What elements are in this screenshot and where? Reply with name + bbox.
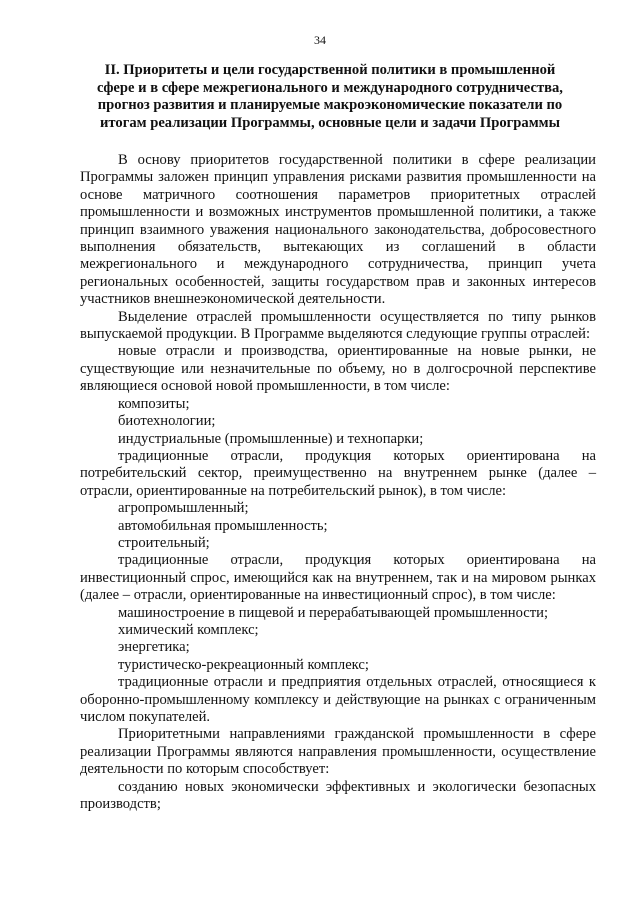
paragraph: В основу приоритетов государственной политики в сфере реализации Программы заложен принцип управления рисками развития промышленности на основе матричного соотношения параметров приоритетных отраслей промышленности и возможных инструментов промышленной политики, а также принцип взаимного уважения национального законодательства, добросовестного выполнения обязательств, вытекающих из соглашений в области межрегионального и международного сотрудничества, принцип учета региональных особенностей, защиты государством прав и законных интересов участников внешнеэкономической деятельности. xyxy=(80,152,596,308)
paragraph: традиционные отрасли, продукция которых ориентирована на потребительский сектор, преимущественно на внутреннем рынке (далее – отрасли, ориентированные на потребительский рынок), в том числе: xyxy=(80,447,596,499)
title-line: II. Приоритеты и цели государственной политики в промышленной xyxy=(104,62,556,78)
list-item: энергетика; xyxy=(118,639,190,656)
list-item: автомобильная промышленность; xyxy=(118,517,328,534)
document-body xyxy=(80,152,596,813)
paragraph: новые отрасли и производства, ориентированные на новые рынки, не существующие или незначительные по объему, но в долгосрочной перспективе являющиеся основой новой промышленности, в том числе: xyxy=(80,343,596,395)
list-item: композиты; xyxy=(118,395,190,412)
list-item: химический комплекс; xyxy=(118,621,259,638)
page-number: 34 xyxy=(314,33,326,47)
section-title xyxy=(80,62,580,132)
paragraph: традиционные отрасли и предприятия отдельных отраслей, относящиеся к оборонно-промышленному комплексу и действующие на рынках с ограниченным числом покупателей. xyxy=(80,674,596,725)
list-item: биотехнологии; xyxy=(118,413,216,430)
title-line: итогам реализации Программы, основные цели и задачи Программы xyxy=(100,114,560,131)
paragraph: Выделение отраслей промышленности осуществляется по типу рынков выпускаемой продукции. В Программе выделяются следующие группы отраслей: xyxy=(80,308,596,343)
list-item: индустриальные (промышленные) и технопарки; xyxy=(118,430,424,447)
title-line: сфере и в сфере межрегионального и международного сотрудничества, xyxy=(97,79,563,96)
paragraph: Приоритетными направлениями гражданской промышленности в сфере реализации Программы являются направления промышленности, осуществление деятельности по которым способствует: xyxy=(80,726,596,778)
list-item: туристическо-рекреационный комплекс; xyxy=(118,656,369,673)
paragraph: созданию новых экономически эффективных и экологически безопасных производств; xyxy=(80,778,596,813)
list-item: агропромышленный; xyxy=(118,500,249,517)
list-item: машиностроение в пищевой и перерабатывающей промышленности; xyxy=(118,604,548,621)
title-line: прогноз развития и планируемые макроэкономические показатели по xyxy=(97,97,563,113)
list-item: строительный; xyxy=(118,534,210,551)
paragraph: традиционные отрасли, продукция которых ориентирована на инвестиционный спрос, имеющийся как на внутреннем, так и на мировом рынках (далее – отрасли, ориентированные на инвестиционный спрос), в том числе: xyxy=(80,552,596,604)
